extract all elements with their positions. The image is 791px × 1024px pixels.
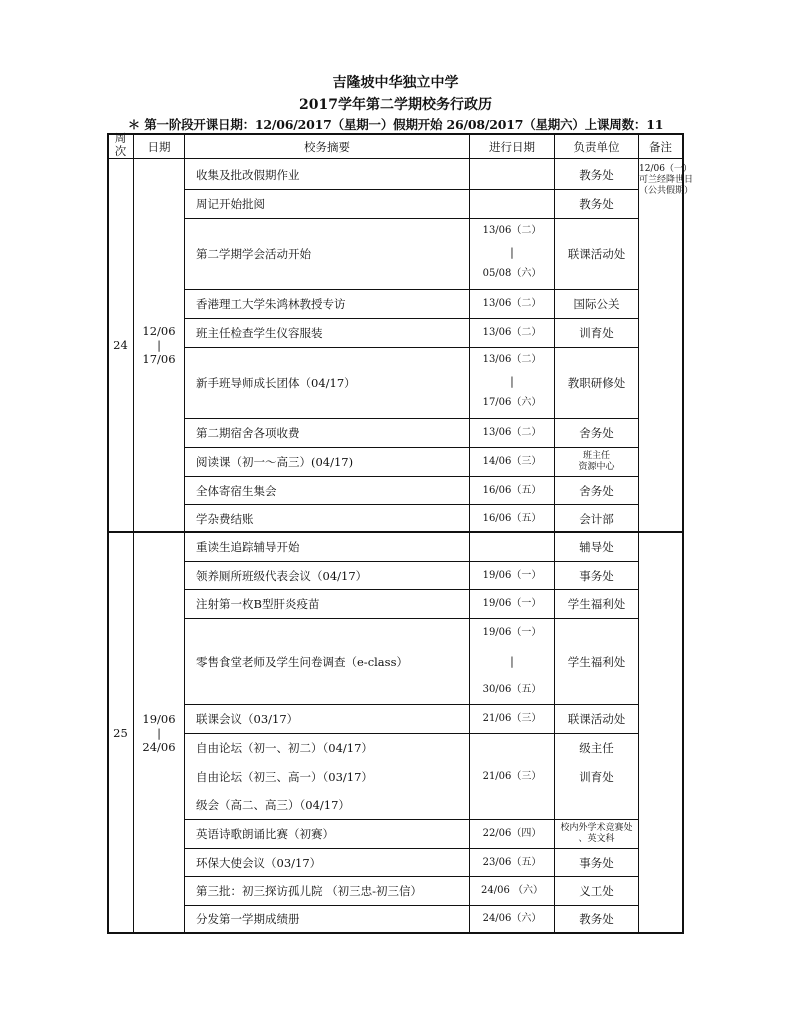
week-date-range <box>134 712 184 754</box>
remark-line: （公共假期） <box>639 186 694 196</box>
event-summary: 第二期宿舍各项收费 <box>196 426 300 440</box>
event-progress: 21/06（三） <box>482 771 542 782</box>
week-date-end: 24/06 <box>142 740 176 754</box>
event-unit-line1: 校内外学术竞赛处 <box>560 823 633 833</box>
event-progress: 16/06（五） <box>482 485 542 496</box>
event-summary: 分发第一学期成绩册 <box>196 912 300 926</box>
week-remark <box>639 164 694 197</box>
col-header-date: 日期 <box>147 140 171 154</box>
col-header-week <box>108 132 133 158</box>
event-progress: 13/06（二） <box>482 427 542 438</box>
week-date-end: 17/06 <box>142 352 176 366</box>
col-header-unit: 负责单位 <box>573 140 620 154</box>
event-unit: 教务处 <box>579 912 614 926</box>
row-line <box>184 447 639 448</box>
event-progress: 19/06（一） <box>482 570 542 581</box>
row-line <box>184 905 639 906</box>
event-unit: 会计部 <box>579 512 614 526</box>
event-unit: 舍务处 <box>579 484 614 498</box>
event-summary: 第三批：初三探访孤儿院 （初三忠-初三信） <box>196 884 423 898</box>
table-border-left <box>107 133 109 934</box>
event-unit: 辅导处 <box>579 540 614 554</box>
week-date-start: 12/06 <box>142 324 176 338</box>
event-summary: 第二学期学会活动开始 <box>196 247 311 261</box>
event-progress-end: 30/06（五） <box>482 684 542 695</box>
event-unit: 学生福利处 <box>567 597 626 611</box>
event-unit: 舍务处 <box>579 426 614 440</box>
row-line <box>184 561 639 562</box>
event-summary: 阅读课（初一～高三）(04/17) <box>196 455 354 469</box>
event-progress-end: 17/06（六） <box>482 397 542 408</box>
range-bar: | <box>157 338 161 352</box>
col-line-unit <box>638 133 639 934</box>
event-progress: 22/06（四） <box>482 828 542 839</box>
event-summary: 新手班导师成长团体（04/17） <box>196 376 356 390</box>
range-bar: | <box>510 375 514 388</box>
col-line-date <box>184 133 185 934</box>
event-unit: 联课活动处 <box>567 712 626 726</box>
row-line <box>184 289 639 290</box>
event-unit: 教务处 <box>579 197 614 211</box>
event-unit: 事务处 <box>579 856 614 870</box>
event-progress-start: 13/06（二） <box>482 225 542 236</box>
event-unit-line2: 训育处 <box>579 770 614 784</box>
week-separator <box>107 531 684 533</box>
event-summary: 零售食堂老师及学生问卷调查（e-class） <box>196 655 408 669</box>
week-date-start: 19/06 <box>142 712 176 726</box>
event-progress: 24/06 （六） <box>481 885 543 896</box>
event-progress-end: 05/08（六） <box>482 268 542 279</box>
table-border-top <box>107 133 684 135</box>
row-line <box>184 347 639 348</box>
event-summary: 注射第一枚B型肝炎疫苗 <box>196 597 320 611</box>
event-progress: 19/06（一） <box>482 598 542 609</box>
school-name: 吉隆坡中华独立中学 <box>332 75 459 91</box>
range-bar: | <box>157 726 161 740</box>
event-summary: 自由论坛（初一、初二）（04/17） <box>196 741 373 755</box>
event-summary: 环保大使会议（03/17） <box>196 856 322 870</box>
event-progress-start: 13/06（二） <box>482 354 542 365</box>
event-unit: 联课活动处 <box>567 247 626 261</box>
event-summary: 学杂费结账 <box>196 512 254 526</box>
row-line <box>184 218 639 219</box>
row-line <box>184 876 639 877</box>
row-line <box>184 418 639 419</box>
row-line <box>184 476 639 477</box>
event-unit-line2: 、英文科 <box>578 834 615 844</box>
row-line <box>184 819 639 820</box>
event-progress: 24/06（六） <box>482 913 542 924</box>
event-unit: 国际公关 <box>573 297 620 311</box>
calendar-title: 2017学年第二学期校务行政历 <box>299 97 492 113</box>
range-bar: | <box>510 655 514 668</box>
event-unit: 事务处 <box>579 569 614 583</box>
event-summary: 重读生追踪辅导开始 <box>196 540 300 554</box>
event-summary: 领养厕所班级代表会议（04/17） <box>196 569 368 583</box>
event-unit: 义工处 <box>579 884 614 898</box>
week-date-range <box>134 324 184 366</box>
event-summary: 周记开始批阅 <box>196 197 265 211</box>
event-summary: 英语诗歌朗诵比赛（初赛） <box>196 827 334 841</box>
row-line <box>184 589 639 590</box>
remark-line: 可兰经降世日 <box>639 175 694 185</box>
event-summary: 班主任检查学生仪容服装 <box>196 326 323 340</box>
event-unit: 教务处 <box>579 168 614 182</box>
table-border-bottom <box>107 932 684 934</box>
event-unit-line1: 班主任 <box>582 451 610 461</box>
col-line-week <box>133 133 134 934</box>
event-progress: 13/06（二） <box>482 298 542 309</box>
row-line <box>184 504 639 505</box>
event-progress: 14/06（三） <box>482 456 542 467</box>
col-header-progress: 进行日期 <box>489 140 535 154</box>
event-summary: 全体寄宿生集会 <box>196 484 277 498</box>
event-unit <box>555 823 638 845</box>
row-line <box>184 733 639 734</box>
event-unit: 教职研修处 <box>567 376 626 390</box>
row-line <box>184 704 639 705</box>
col-header-week-line1: 周 <box>114 131 127 145</box>
event-summary: 香港理工大学朱鸿林教授专访 <box>196 297 346 311</box>
row-line <box>184 618 639 619</box>
event-summary: 自由论坛（初三、高一）（03/17） <box>196 770 373 784</box>
event-unit <box>555 451 638 473</box>
col-header-week-line2: 次 <box>114 144 127 158</box>
semester-info: ＊ 第一阶段开课日期：12/06/2017（星期一）假期开始 26/08/2017（星期六）上课周数：11 <box>127 117 664 132</box>
event-progress: 23/06（五） <box>482 857 542 868</box>
remark-line: 12/06（一） <box>639 164 692 174</box>
range-bar: | <box>510 246 514 259</box>
event-summary: 联课会议（03/17） <box>196 712 299 726</box>
event-progress: 21/06（三） <box>482 713 542 724</box>
week-number: 25 <box>113 726 128 740</box>
col-header-summary: 校务摘要 <box>304 140 350 154</box>
event-unit: 学生福利处 <box>567 655 626 669</box>
header-row-line <box>107 158 684 159</box>
row-line <box>184 318 639 319</box>
event-progress: 13/06（二） <box>482 327 542 338</box>
row-line <box>184 189 639 190</box>
row-line <box>184 848 639 849</box>
col-header-remarks: 备注 <box>649 140 672 154</box>
event-summary: 级会（高二、高三）（04/17） <box>196 798 350 812</box>
table-border-right <box>682 133 684 934</box>
week-number: 24 <box>113 338 128 352</box>
event-summary: 收集及批改假期作业 <box>196 168 300 182</box>
event-unit: 训育处 <box>579 326 614 340</box>
event-unit-line2: 资源中心 <box>578 462 615 472</box>
event-progress-start: 19/06（一） <box>482 627 542 638</box>
event-progress: 16/06（五） <box>482 513 542 524</box>
event-unit-line1: 级主任 <box>579 741 614 755</box>
